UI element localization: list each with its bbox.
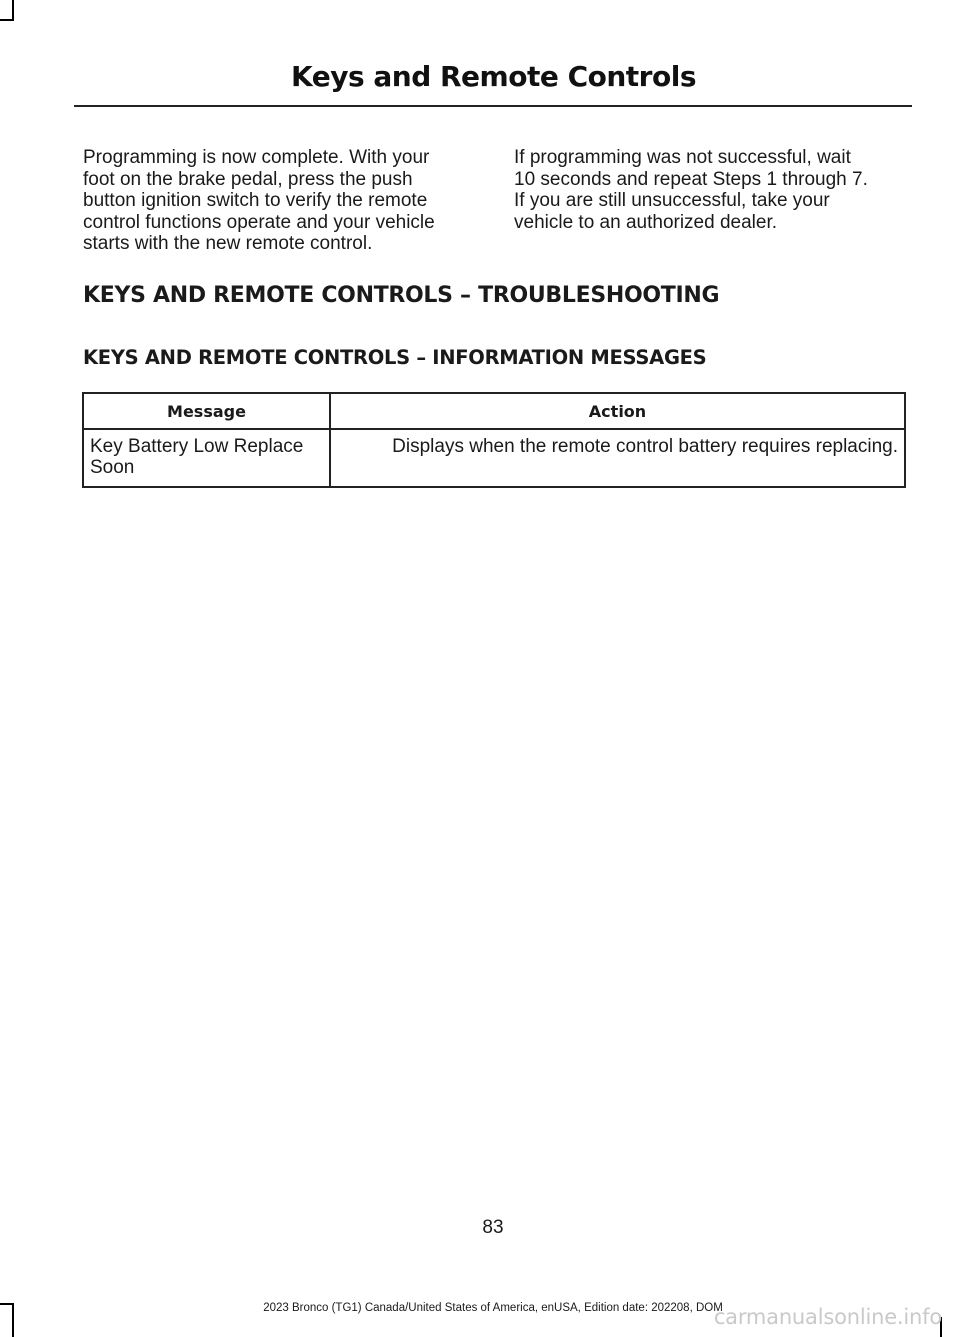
right-column	[514, 147, 909, 233]
information-messages-table	[82, 392, 906, 488]
table-row	[83, 429, 905, 487]
message-cell: Key Battery Low Replace Soon	[83, 429, 330, 487]
heading-information-messages: KEYS AND REMOTE CONTROLS – INFORMATION MESSAGES	[83, 346, 707, 369]
column-header-message: Message	[83, 393, 330, 429]
title-rule	[74, 105, 912, 107]
table-header-row	[83, 393, 905, 429]
page-number: 83	[482, 1217, 504, 1238]
right-paragraph: If programming was not successful, wait 10 seconds and repeat Steps 1 through 7. If you are still unsuccessful, take your vehicle to an authorized dealer.	[514, 147, 868, 233]
edition-footer: 2023 Bronco (TG1) Canada/United States of America, enUSA, Edition date: 202208, DOM	[263, 1302, 723, 1314]
crop-mark	[0, 19, 14, 21]
watermark: carmanualsonline.info	[713, 1305, 942, 1329]
crop-mark	[12, 0, 14, 20]
action-cell: Displays when the remote control battery requires replacing.	[330, 429, 905, 487]
left-column	[83, 147, 478, 255]
heading-troubleshooting: KEYS AND REMOTE CONTROLS – TROUBLESHOOTING	[83, 283, 720, 308]
left-paragraph: Programming is now complete. With your foot on the brake pedal, press the push button ignition switch to verify the remote control functions operate and your vehicle starts with the new remote control.	[83, 147, 435, 254]
column-header-action: Action	[330, 393, 905, 429]
page-title: Keys and Remote Controls	[291, 60, 696, 93]
